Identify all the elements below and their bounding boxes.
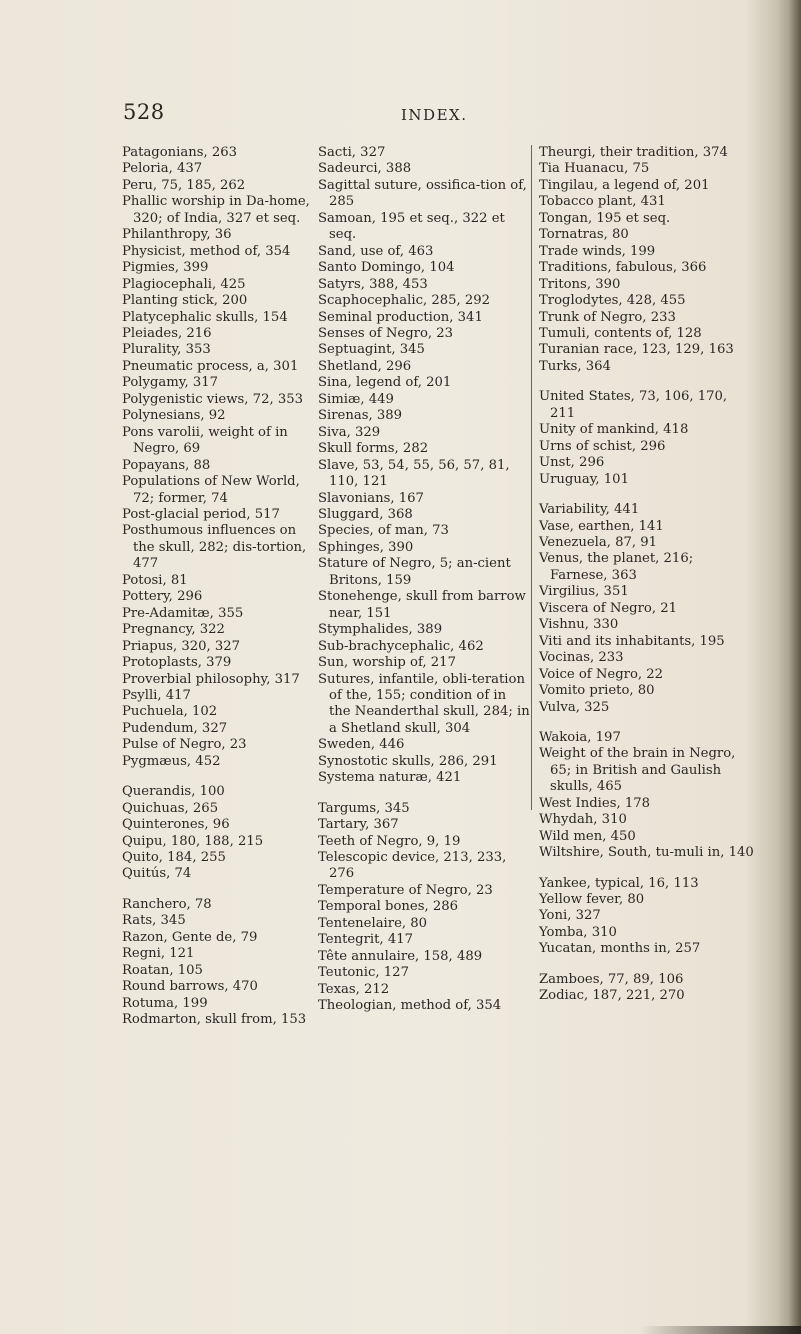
index-entry: Venus, the planet, 216; Farnese, 363 [539, 551, 694, 583]
index-entry: Pulse of Negro, 23 [122, 737, 247, 753]
index-entry: Ranchero, 78 [122, 896, 212, 912]
index-entry: Santo Domingo, 104 [318, 260, 455, 276]
index-column-3 [539, 145, 754, 1005]
index-entry: Variability, 441 [539, 502, 640, 518]
index-entry: West Indies, 178 [539, 795, 651, 811]
index-entry: Theurgi, their tradition, 374 [539, 145, 728, 160]
index-entry: Sand, use of, 463 [318, 243, 434, 259]
index-entry: Sagittal suture, ossifica-tion of, 285 [318, 177, 527, 210]
index-entry: Popayans, 88 [122, 457, 211, 473]
index-entry: Pudendum, 327 [122, 720, 228, 736]
index-entry: Trade winds, 199 [539, 243, 656, 259]
index-column-1 [122, 145, 320, 1029]
index-entry: Pigmies, 399 [122, 260, 209, 276]
index-entry: Phallic worship in Da-home, 320; of India, 327 et seq. [122, 194, 310, 226]
index-entry: Slave, 53, 54, 55, 56, 57, 81, 110, 121 [318, 457, 510, 490]
index-entry: Tongan, 195 et seq. [539, 210, 671, 226]
index-entry: Zamboes, 77, 89, 106 [539, 971, 684, 987]
index-entry: Round barrows, 470 [122, 979, 258, 995]
index-entry: Pygmæus, 452 [122, 753, 221, 769]
index-entry: Razon, Gente de, 79 [122, 929, 258, 945]
index-entry: Querandis, 100 [122, 784, 225, 800]
index-entry: Sweden, 446 [318, 737, 405, 753]
index-entry: Priapus, 320, 327 [122, 638, 241, 654]
index-entry: Temperature of Negro, 23 [318, 882, 493, 898]
index-entry: Voice of Negro, 22 [539, 666, 664, 682]
index-entry: Wiltshire, South, tu-muli in, 140 [539, 845, 754, 861]
index-entry: Tobacco plant, 431 [539, 194, 666, 210]
index-entry: Potosi, 81 [122, 572, 188, 588]
index-entry: Temporal bones, 286 [318, 899, 459, 915]
index-entry: Scaphocephalic, 285, 292 [318, 293, 491, 309]
index-entry: Satyrs, 388, 453 [318, 276, 428, 292]
index-entry: Uruguay, 101 [539, 471, 629, 487]
index-entry: Zodiac, 187, 221, 270 [539, 988, 685, 1004]
index-entry: Siva, 329 [318, 424, 381, 440]
index-entry: Synostotic skulls, 286, 291 [318, 753, 498, 769]
index-entry: Polygenistic views, 72, 353 [122, 391, 304, 407]
index-entry: Rotuma, 199 [122, 995, 208, 1011]
index-entry: Systema naturæ, 421 [318, 770, 462, 786]
index-entry: Plagiocephali, 425 [122, 276, 246, 292]
page-number: 528 [123, 100, 165, 124]
index-entry: Shetland, 296 [318, 358, 412, 374]
index-entry: Stonehenge, skull from barrow near, 151 [318, 589, 526, 621]
index-entry: Pregnancy, 322 [122, 622, 225, 638]
index-entry: Theologian, method of, 354 [318, 998, 502, 1014]
index-entry: Senses of Negro, 23 [318, 325, 454, 341]
index-entry: Sadeurci, 388 [318, 161, 412, 177]
index-entry: Patagonians, 263 [122, 145, 238, 160]
index-entry: Species, of man, 73 [318, 523, 449, 539]
index-entry: Vomito prieto, 80 [539, 683, 655, 699]
index-entry: Stymphalides, 389 [318, 622, 443, 638]
index-entry: Psylli, 417 [122, 687, 191, 703]
index-entry: Tia Huanacu, 75 [539, 161, 650, 177]
index-entry: Urns of schist, 296 [539, 438, 666, 454]
index-entry: Proverbial philosophy, 317 [122, 671, 300, 687]
column-rule [531, 145, 532, 810]
index-entry: Quipu, 180, 188, 215 [122, 833, 264, 849]
index-entry: Sphinges, 390 [318, 539, 414, 555]
index-entry: Regni, 121 [122, 946, 195, 962]
index-entry: Physicist, method of, 354 [122, 243, 291, 259]
index-entry: Targums, 345 [318, 800, 410, 816]
index-entry: Vishnu, 330 [539, 617, 619, 633]
index-entry: Viti and its inhabitants, 195 [539, 633, 725, 649]
index-entry: Pons varolii, weight of in Negro, 69 [122, 424, 288, 457]
index-entry: Venezuela, 87, 91 [539, 534, 658, 550]
running-head: INDEX. [401, 106, 468, 124]
index-entry: Pre-Adamitæ, 355 [122, 605, 244, 621]
index-entry: Troglodytes, 428, 455 [539, 293, 686, 309]
index-entry: Tentenelaire, 80 [318, 915, 428, 931]
index-entry: Philanthropy, 36 [122, 227, 232, 243]
index-entry: Turanian race, 123, 129, 163 [539, 342, 734, 358]
index-entry: Peru, 75, 185, 262 [122, 177, 246, 193]
index-entry: Yomba, 310 [539, 924, 617, 940]
index-entry: Populations of New World, 72; former, 74 [122, 474, 300, 506]
index-entry: Teutonic, 127 [318, 965, 409, 981]
index-entry: Sacti, 327 [318, 145, 386, 160]
index-entry: Seminal production, 341 [318, 309, 483, 325]
index-entry: Unst, 296 [539, 455, 605, 471]
index-entry: Virgilius, 351 [539, 584, 629, 600]
index-entry: Sluggard, 368 [318, 506, 413, 522]
index-entry: Yankee, typical, 16, 113 [539, 875, 699, 891]
index-entry: Vocinas, 233 [539, 650, 624, 666]
index-entry: Septuagint, 345 [318, 342, 425, 358]
index-entry: Pneumatic process, a, 301 [122, 358, 299, 374]
index-entry: Trunk of Negro, 233 [539, 309, 676, 325]
index-entry: Teeth of Negro, 9, 19 [318, 833, 461, 849]
index-entry: Pottery, 296 [122, 589, 203, 605]
index-entry: Polynesians, 92 [122, 408, 226, 424]
index-entry: Posthumous influences on the skull, 282; dis-tortion, 477 [122, 523, 307, 572]
index-entry: Unity of mankind, 418 [539, 422, 689, 438]
index-entry: Quito, 184, 255 [122, 850, 226, 866]
index-entry: Peloria, 437 [122, 161, 203, 177]
index-entry: Slavonians, 167 [318, 490, 424, 506]
index-entry: Sirenas, 389 [318, 408, 403, 424]
index-entry: Weight of the brain in Negro, 65; in British and Gaulish skulls, 465 [539, 746, 736, 795]
index-entry: Rodmarton, skull from, 153 [122, 1012, 307, 1028]
index-entry: Stature of Negro, 5; an-cient Britons, 159 [318, 556, 511, 588]
index-entry: Tingilau, a legend of, 201 [539, 177, 710, 193]
index-entry: Roatan, 105 [122, 962, 203, 978]
index-entry: Sub-brachycephalic, 462 [318, 638, 484, 654]
index-entry: Traditions, fabulous, 366 [539, 260, 707, 276]
index-entry: Vase, earthen, 141 [539, 518, 664, 534]
index-entry: Wild men, 450 [539, 828, 636, 844]
index-entry: Telescopic device, 213, 233, 276 [318, 850, 507, 882]
index-entry: Viscera of Negro, 21 [539, 600, 678, 616]
index-entry: Platycephalic skulls, 154 [122, 309, 288, 325]
index-entry: Planting stick, 200 [122, 293, 248, 309]
index-entry: Quinterones, 96 [122, 817, 230, 833]
index-entry: Yellow fever, 80 [539, 892, 645, 908]
index-entry: Tornatras, 80 [539, 227, 629, 243]
index-entry: Protoplasts, 379 [122, 655, 232, 671]
index-entry: Yoni, 327 [539, 908, 601, 924]
index-entry: Pleiades, 216 [122, 325, 212, 341]
index-entry: Tête annulaire, 158, 489 [318, 948, 483, 964]
index-entry: Tartary, 367 [318, 817, 399, 833]
index-entry: Vulva, 325 [539, 699, 610, 715]
index-entry: Texas, 212 [318, 981, 390, 997]
index-entry: Tritons, 390 [539, 276, 621, 292]
index-entry: Tentegrit, 417 [318, 932, 413, 948]
index-entry: Plurality, 353 [122, 342, 211, 358]
index-entry: Skull forms, 282 [318, 441, 429, 457]
index-column-2 [318, 145, 530, 1015]
index-entry: Samoan, 195 et seq., 322 et seq. [318, 210, 505, 243]
index-entry: Sina, legend of, 201 [318, 375, 452, 391]
index-entry: Whydah, 310 [539, 812, 627, 828]
index-entry: Turks, 364 [539, 358, 611, 374]
index-entry: Post-glacial period, 517 [122, 506, 280, 522]
index-entry: Quichuas, 265 [122, 800, 219, 816]
page-corner-shadow [640, 1326, 801, 1334]
index-entry: Sun, worship of, 217 [318, 655, 456, 671]
index-entry: Puchuela, 102 [122, 704, 218, 720]
index-entry: Simiæ, 449 [318, 391, 394, 407]
index-entry: Wakoia, 197 [539, 729, 621, 745]
index-entry: Rats, 345 [122, 913, 186, 929]
page-edge-shadow [787, 0, 801, 1334]
index-entry: United States, 73, 106, 170, 211 [539, 389, 728, 421]
index-entry: Yucatan, months in, 257 [539, 941, 701, 957]
index-entry: Polygamy, 317 [122, 375, 219, 391]
index-entry: Tumuli, contents of, 128 [539, 325, 702, 341]
index-entry: Sutures, infantile, obli-teration of the, 155; condition of in the Neanderthal skull, 284; in a Shetland skull, 304 [318, 671, 530, 736]
index-entry: Quitús, 74 [122, 866, 192, 882]
